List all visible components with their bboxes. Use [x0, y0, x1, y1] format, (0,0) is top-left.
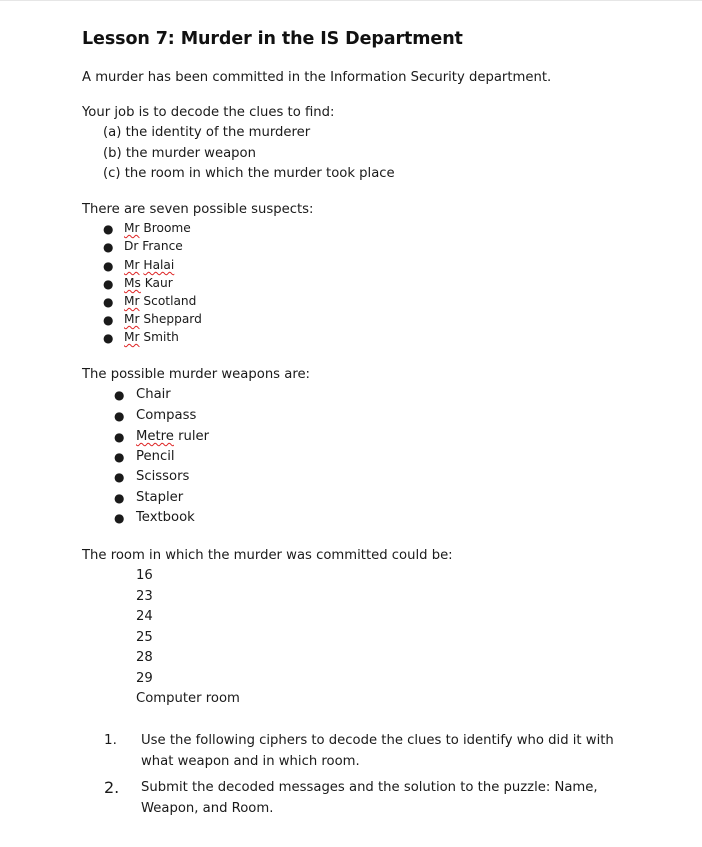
instruction-line: Submit the decoded messages and the solution to the puzzle: Name, — [141, 780, 598, 795]
suspect-item — [124, 294, 196, 308]
suspect-item — [124, 258, 174, 272]
task-item-b: (b) the murder weapon — [103, 146, 256, 161]
suspect-title: Mr — [124, 258, 140, 272]
task-item-a: (a) the identity of the murderer — [103, 125, 311, 140]
bullet-icon: ● — [103, 313, 114, 327]
page-top-border — [0, 0, 702, 1]
weapon-item — [136, 509, 195, 527]
suspect-name: Scotland — [143, 294, 197, 308]
weapon-name: Textbook — [136, 510, 195, 525]
room-item: 24 — [136, 609, 153, 624]
room-item: 23 — [136, 589, 153, 604]
weapon-name: Chair — [136, 387, 171, 402]
bullet-icon: ● — [103, 277, 114, 291]
weapon-name: Pencil — [136, 449, 175, 464]
weapon-item — [136, 407, 196, 425]
suspect-name: France — [142, 239, 183, 253]
instruction-line: what weapon and in which room. — [141, 754, 360, 769]
room-item: Computer room — [136, 691, 240, 706]
suspect-name: Smith — [143, 330, 179, 344]
room-item: 16 — [136, 568, 153, 583]
suspect-title: Mr — [124, 294, 140, 308]
weapon-name: Compass — [136, 408, 197, 423]
weapon-item — [136, 386, 171, 404]
bullet-icon: ● — [103, 295, 114, 309]
suspect-title: Mr — [124, 312, 140, 326]
task-item-c: (c) the room in which the murder took place — [103, 166, 395, 181]
bullet-icon: ● — [114, 409, 125, 423]
weapon-name: Metre — [136, 429, 174, 444]
weapon-name: Stapler — [136, 490, 184, 505]
suspect-name: Sheppard — [143, 312, 202, 326]
suspects-heading: There are seven possible suspects: — [82, 202, 314, 217]
bullet-icon: ● — [103, 259, 114, 273]
room-item: 29 — [136, 671, 153, 686]
bullet-icon: ● — [114, 470, 125, 484]
rooms-heading: The room in which the murder was committed could be: — [82, 548, 453, 563]
weapons-heading: The possible murder weapons are: — [82, 367, 311, 382]
suspect-title: Mr — [124, 330, 140, 344]
task-lead: Your job is to decode the clues to find: — [82, 105, 335, 120]
suspect-title: Ms — [124, 276, 141, 290]
weapon-item — [136, 428, 209, 446]
page-title: Lesson 7: Murder in the IS Department — [82, 29, 463, 49]
suspect-item — [124, 276, 173, 290]
bullet-icon: ● — [103, 331, 114, 345]
weapon-item — [136, 448, 175, 466]
instruction-number: 1. — [104, 732, 117, 748]
suspect-title: Mr — [124, 221, 140, 235]
suspect-item — [124, 239, 183, 253]
suspect-name: Halai — [143, 258, 175, 272]
suspect-item — [124, 330, 179, 344]
suspect-name: Kaur — [144, 276, 173, 290]
instruction-number: 2. — [104, 778, 120, 797]
weapon-item — [136, 468, 189, 486]
instruction-line: Use the following ciphers to decode the clues to identify who did it with — [141, 733, 614, 748]
suspect-title: Dr — [124, 239, 139, 253]
bullet-icon: ● — [114, 388, 125, 402]
page-title-block — [82, 29, 463, 49]
room-item: 25 — [136, 630, 153, 645]
suspect-item — [124, 221, 191, 235]
bullet-icon: ● — [114, 511, 125, 525]
bullet-icon: ● — [114, 430, 125, 444]
suspect-name: Broome — [143, 221, 191, 235]
weapon-item — [136, 489, 183, 507]
bullet-icon: ● — [103, 222, 114, 236]
suspect-item — [124, 312, 202, 326]
weapon-name: Scissors — [136, 469, 190, 484]
bullet-icon: ● — [114, 450, 125, 464]
weapon-name-rest: ruler — [173, 429, 210, 444]
intro-paragraph: A murder has been committed in the Information Security department. — [82, 70, 552, 85]
room-item: 28 — [136, 650, 153, 665]
bullet-icon: ● — [103, 240, 114, 254]
bullet-icon: ● — [114, 491, 125, 505]
instruction-line: Weapon, and Room. — [141, 801, 274, 816]
